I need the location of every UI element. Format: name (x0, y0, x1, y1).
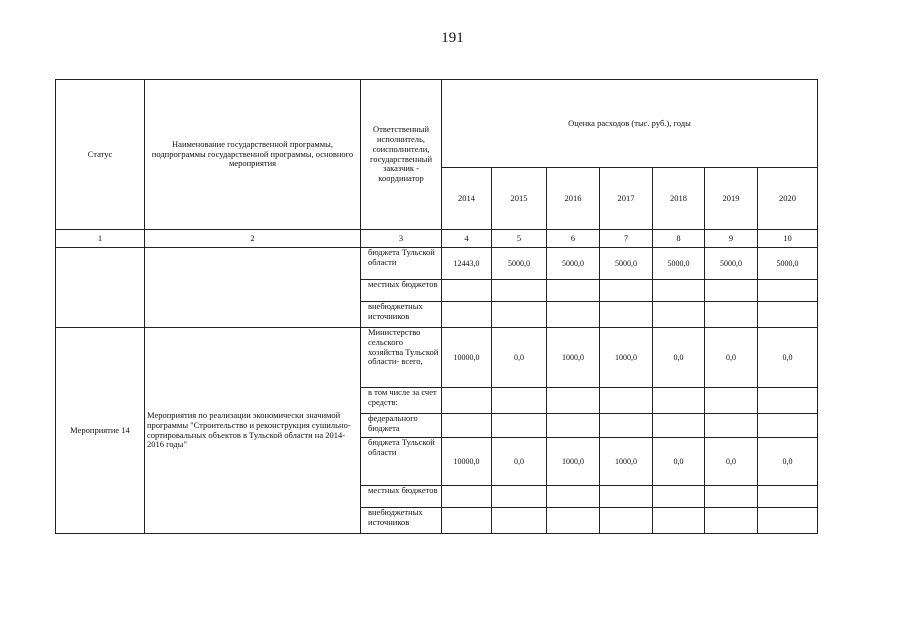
funding-source-cell: бюджета Тульской области (361, 248, 442, 280)
value-cell: 0,0 (758, 328, 818, 388)
value-cell (442, 280, 492, 302)
funding-source-cell: бюджета Тульской области (361, 438, 442, 486)
value-cell (758, 302, 818, 328)
value-cell (600, 388, 653, 414)
year-header: 2017 (600, 168, 653, 230)
value-cell (492, 508, 547, 534)
value-cell (492, 414, 547, 438)
funding-source-cell: в том числе за счет средств: (361, 388, 442, 414)
value-cell: 1000,0 (600, 438, 653, 486)
value-cell (705, 280, 758, 302)
page-number: 191 (441, 30, 464, 46)
year-header: 2014 (442, 168, 492, 230)
value-cell: 0,0 (492, 328, 547, 388)
value-cell (705, 508, 758, 534)
value-cell (492, 280, 547, 302)
value-cell: 10000,0 (442, 328, 492, 388)
budget-table (55, 79, 818, 534)
value-cell (758, 486, 818, 508)
value-cell (653, 486, 705, 508)
value-cell (442, 414, 492, 438)
value-cell (547, 280, 600, 302)
value-cell (653, 280, 705, 302)
value-cell (442, 486, 492, 508)
value-cell: 0,0 (492, 438, 547, 486)
value-cell (547, 414, 600, 438)
year-header: 2016 (547, 168, 600, 230)
column-number: 2 (145, 230, 361, 248)
header-expenses: Оценка расходов (тыс. руб.), годы (442, 80, 818, 168)
value-cell: 5000,0 (653, 248, 705, 280)
value-cell: 12443,0 (442, 248, 492, 280)
funding-source-cell: местных бюджетов (361, 280, 442, 302)
value-cell (600, 302, 653, 328)
value-cell: 5000,0 (492, 248, 547, 280)
status-cell (56, 248, 145, 328)
funding-source-cell: местных бюджетов (361, 486, 442, 508)
value-cell (653, 508, 705, 534)
value-cell (758, 388, 818, 414)
year-header: 2015 (492, 168, 547, 230)
value-cell: 0,0 (653, 438, 705, 486)
value-cell (442, 508, 492, 534)
value-cell (653, 414, 705, 438)
funding-source-cell: Министерство сельского хозяйства Тульской области- всего, (361, 328, 442, 388)
value-cell (547, 302, 600, 328)
value-cell (705, 414, 758, 438)
value-cell (442, 388, 492, 414)
year-header: 2020 (758, 168, 818, 230)
event-name-cell (145, 248, 361, 328)
value-cell (758, 508, 818, 534)
column-number: 7 (600, 230, 653, 248)
value-cell: 5000,0 (705, 248, 758, 280)
table-row (56, 328, 818, 388)
value-cell (705, 486, 758, 508)
value-cell (600, 508, 653, 534)
value-cell (492, 486, 547, 508)
table-row (56, 248, 818, 280)
value-cell (705, 302, 758, 328)
value-cell: 0,0 (758, 438, 818, 486)
value-cell (547, 388, 600, 414)
value-cell (547, 486, 600, 508)
event-name-cell: Мероприятия по реализации экономически значимой программы "Строительство и реконструкция сушильно-сортировальных объектов в Тульской области на 2014-2016 годы" (145, 328, 361, 534)
year-header: 2019 (705, 168, 758, 230)
value-cell (653, 388, 705, 414)
funding-source-cell: внебюджетных источников (361, 508, 442, 534)
value-cell: 5000,0 (547, 248, 600, 280)
status-cell: Мероприятие 14 (56, 328, 145, 534)
value-cell: 0,0 (705, 438, 758, 486)
year-header: 2018 (653, 168, 705, 230)
value-cell (758, 280, 818, 302)
value-cell (442, 302, 492, 328)
value-cell: 10000,0 (442, 438, 492, 486)
value-cell (492, 302, 547, 328)
column-number: 1 (56, 230, 145, 248)
value-cell: 0,0 (653, 328, 705, 388)
column-number: 8 (653, 230, 705, 248)
value-cell (653, 302, 705, 328)
value-cell (492, 388, 547, 414)
value-cell: 1000,0 (547, 438, 600, 486)
funding-source-cell: федерального бюджета (361, 414, 442, 438)
header-executor: Ответственный исполнитель, соисполнители, государственный заказчик - координатор (361, 80, 442, 230)
column-number: 6 (547, 230, 600, 248)
value-cell (758, 414, 818, 438)
column-number: 9 (705, 230, 758, 248)
value-cell (705, 388, 758, 414)
value-cell: 5000,0 (758, 248, 818, 280)
value-cell (547, 508, 600, 534)
column-number: 10 (758, 230, 818, 248)
column-number: 3 (361, 230, 442, 248)
value-cell: 1000,0 (600, 328, 653, 388)
value-cell: 1000,0 (547, 328, 600, 388)
column-number: 5 (492, 230, 547, 248)
value-cell (600, 414, 653, 438)
funding-source-cell: внебюджетных источников (361, 302, 442, 328)
value-cell: 0,0 (705, 328, 758, 388)
column-number: 4 (442, 230, 492, 248)
value-cell (600, 280, 653, 302)
header-status: Статус (56, 80, 145, 230)
value-cell (600, 486, 653, 508)
value-cell: 5000,0 (600, 248, 653, 280)
header-name: Наименование государственной программы, подпрограммы государственной программы, основного мероприятия (145, 80, 361, 230)
